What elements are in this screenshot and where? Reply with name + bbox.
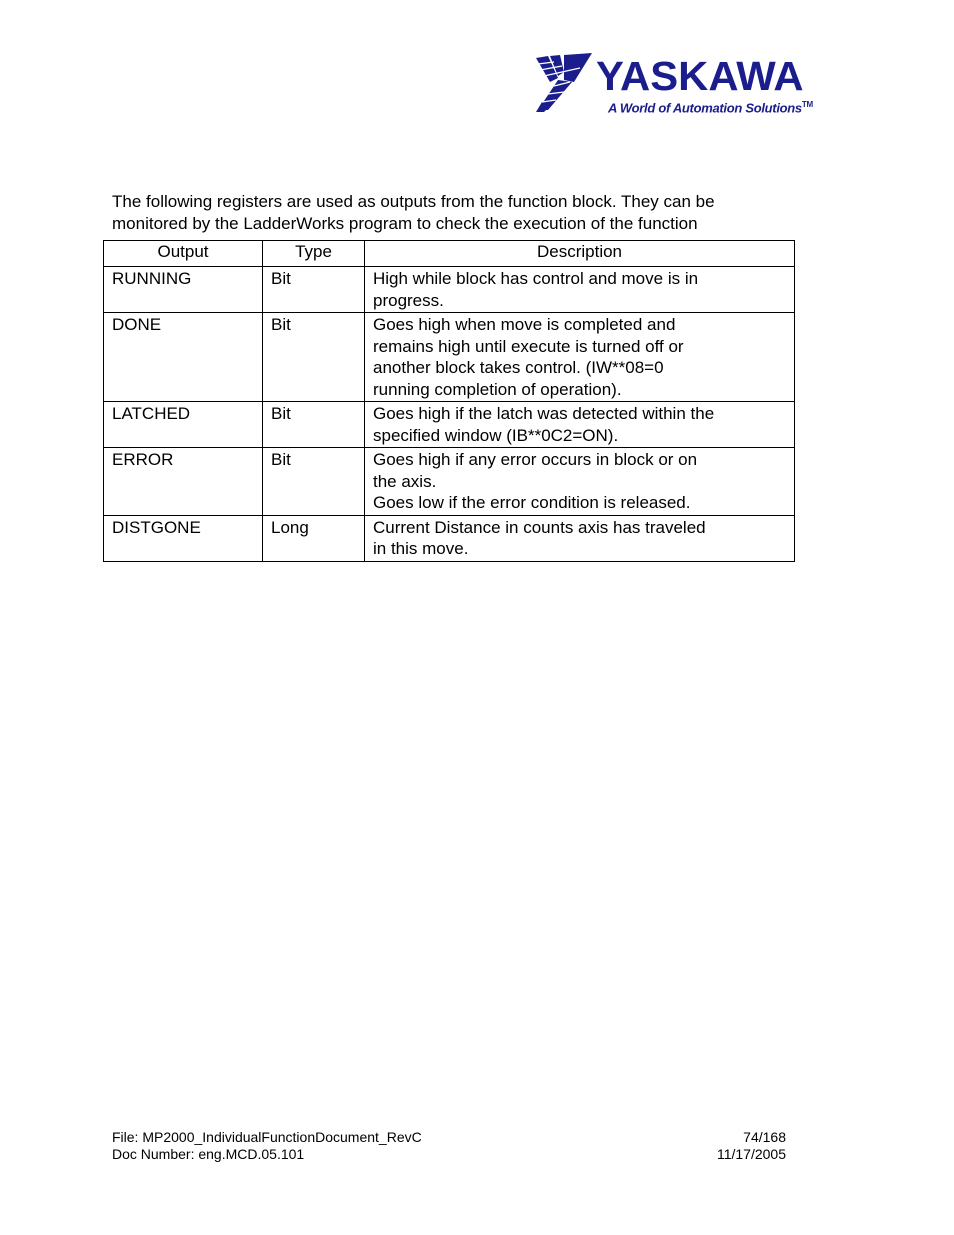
cell-output: LATCHED bbox=[104, 402, 263, 448]
column-header-description: Description bbox=[365, 241, 795, 267]
footer-doc-number: Doc Number: eng.MCD.05.101 bbox=[112, 1146, 305, 1162]
cell-description bbox=[365, 448, 795, 516]
table-row bbox=[104, 448, 795, 516]
tagline-text: A World of Automation Solutions bbox=[608, 100, 802, 116]
cell-type: Bit bbox=[263, 313, 365, 402]
intro-line: monitored by the LadderWorks program to check the execution of the function bbox=[112, 214, 698, 233]
description-line: Goes high if the latch was detected within the bbox=[373, 404, 715, 423]
table-header-row bbox=[104, 241, 795, 267]
yaskawa-swoosh-logo-icon bbox=[534, 52, 596, 114]
table-row bbox=[104, 313, 795, 402]
cell-type: Long bbox=[263, 515, 365, 561]
table-body bbox=[104, 267, 795, 562]
description-line: Goes low if the error condition is released. bbox=[373, 493, 691, 512]
table-row bbox=[104, 267, 795, 313]
description-line: running completion of operation). bbox=[373, 379, 622, 399]
outputs-table bbox=[103, 240, 795, 562]
table-row bbox=[104, 515, 795, 561]
cell-output: RUNNING bbox=[104, 267, 263, 313]
brand-tagline bbox=[608, 100, 813, 115]
footer-file: File: MP2000_IndividualFunctionDocument_RevC bbox=[112, 1129, 422, 1145]
column-header-output: Output bbox=[104, 241, 263, 267]
description-line: specified window (IB**0C2=ON). bbox=[373, 425, 619, 445]
table-row bbox=[104, 402, 795, 448]
cell-type: Bit bbox=[263, 267, 365, 313]
description-line: another block takes control. (IW**08=0 bbox=[373, 358, 664, 377]
description-line: Current Distance in counts axis has traveled bbox=[373, 517, 706, 537]
description-line: High while block has control and move is in bbox=[373, 269, 699, 288]
cell-description bbox=[365, 515, 795, 561]
cell-output: DONE bbox=[104, 313, 263, 402]
intro-line: The following registers are used as outputs from the function block. They can be bbox=[112, 192, 715, 211]
company-logo bbox=[534, 52, 824, 122]
column-header-type: Type bbox=[263, 241, 365, 267]
description-line: remains high until execute is turned off or bbox=[373, 336, 684, 356]
description-line: Goes high if any error occurs in block or on bbox=[373, 450, 698, 469]
cell-description bbox=[365, 402, 795, 448]
cell-type: Bit bbox=[263, 448, 365, 516]
cell-description bbox=[365, 267, 795, 313]
description-line: Goes high when move is completed and bbox=[373, 315, 676, 334]
intro-paragraph bbox=[112, 191, 812, 235]
cell-output: ERROR bbox=[104, 448, 263, 516]
cell-type: Bit bbox=[263, 402, 365, 448]
cell-output: DISTGONE bbox=[104, 515, 263, 561]
cell-description bbox=[365, 313, 795, 402]
footer-page-number: 74/168 bbox=[743, 1129, 786, 1145]
description-line: progress. bbox=[373, 290, 444, 310]
footer-date: 11/17/2005 bbox=[716, 1146, 786, 1162]
description-line: in this move. bbox=[373, 539, 469, 558]
trademark-mark: TM bbox=[801, 100, 813, 109]
brand-name: YASKAWA bbox=[596, 53, 804, 99]
page-footer bbox=[112, 1129, 786, 1163]
description-line: the axis. bbox=[373, 471, 437, 491]
